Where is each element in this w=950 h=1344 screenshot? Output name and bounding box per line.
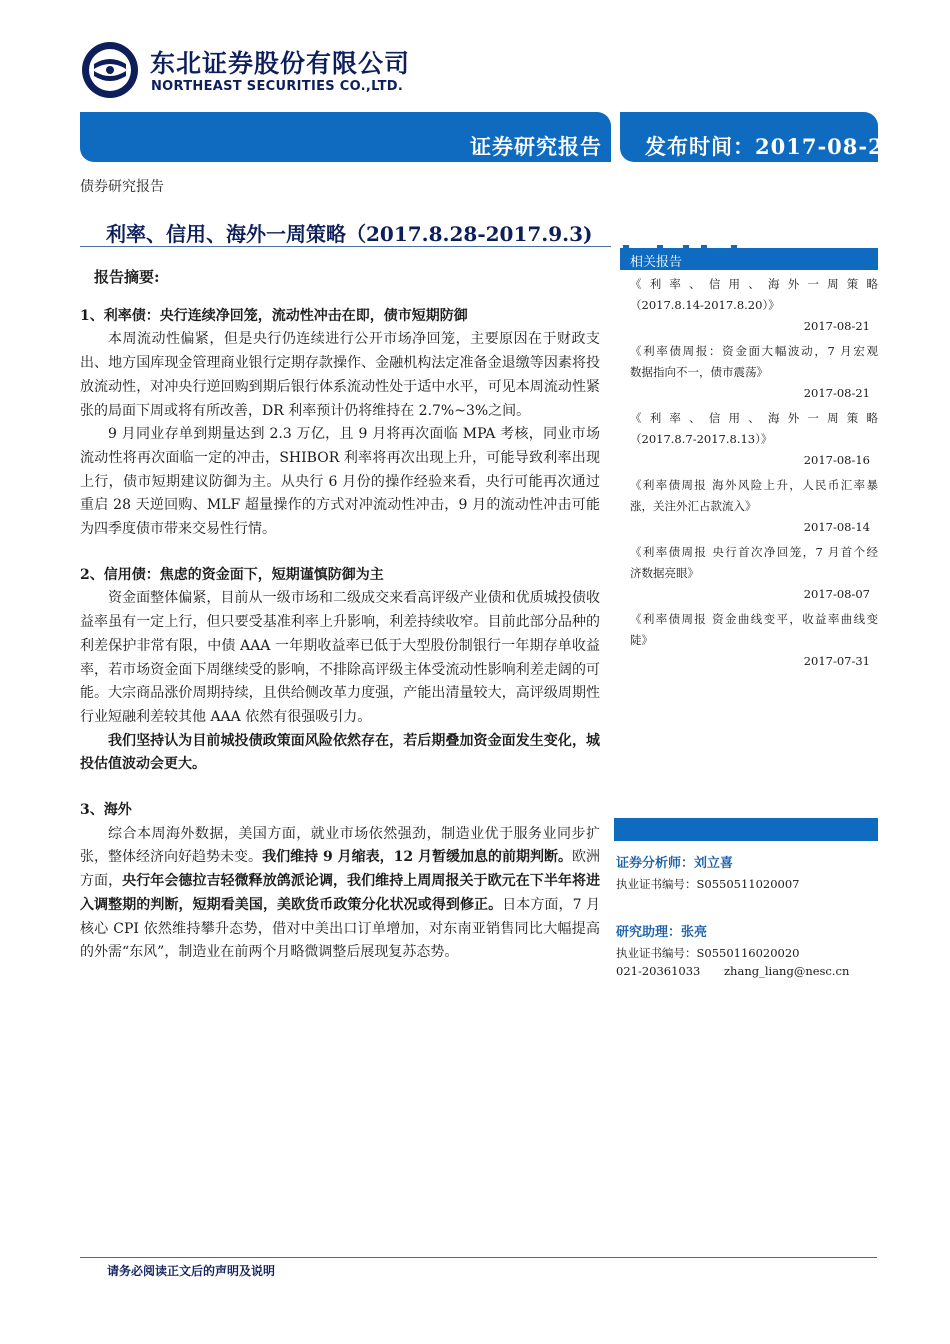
section-1-paragraph-2: 9 月同业存单到期量达到 2.3 万亿，且 9 月将再次面临 MPA 考核，同业市场流动性将再次面临一定的冲击，SHIBOR 利率将再次出现上升，可能导致利率出现上行，债市短期建议防御为主。从央行 6 月份的操作经验来看，央行可能再次通过重启 28 天逆回购、MLF 超量操作的方式对冲流动性冲击，9 月的流动性冲击可能为四季度债市带来交易性行情。: [80, 426, 600, 538]
section-2-heading: 2、信用债：焦虑的资金面下，短期谨慎防御为主: [80, 566, 384, 583]
report-type: 证券研究报告: [470, 134, 602, 159]
related-report-title-cont: 陡》: [630, 633, 653, 647]
related-report-title: 《利率、信用、海外一周策略: [630, 411, 878, 425]
list-item[interactable]: [630, 609, 878, 672]
publish-date: 发布时间：2017-08-28: [645, 134, 900, 159]
company-logo-icon: [80, 40, 140, 100]
report-category: 债券研究报告: [80, 179, 164, 195]
section-3-text-1: 综合本周海外数据，美国方面，就业市场依然强劲，制造业优于服务业同步扩张，整体经济向好趋势未变。: [80, 825, 600, 866]
related-reports-list: [630, 274, 878, 676]
company-name-en: NORTHEAST SECURITIES CO.,LTD.: [151, 79, 404, 94]
list-item[interactable]: [630, 475, 878, 538]
page-title: 利率、信用、海外一周策略（2017.8.28-2017.9.3): [106, 222, 593, 246]
list-item[interactable]: [630, 408, 878, 471]
section-3-heading: 3、海外: [80, 802, 132, 819]
section-2-paragraph-2: [80, 730, 600, 777]
related-report-date: 2017-08-21: [803, 386, 870, 400]
section-3-bold-1: 我们维持 9 月缩表，12 月暂缓加息的前期判断。: [262, 849, 572, 866]
related-report-title-cont: 数据指向不一，债市震荡》: [630, 365, 768, 379]
section-3-bold-2: 央行年会德拉吉轻微释放鸽派论调，我们维持上周周报关于欧元在下半年将进入调整期的判断，短期看美国，美欧货币政策分化状况或得到修正。: [80, 873, 601, 913]
assistant-phone: 021-20361033: [616, 964, 701, 978]
assistant-email[interactable]: zhang_liang@nesc.cn: [724, 964, 850, 978]
related-report-title-cont: 济数据亮眼》: [630, 566, 699, 580]
related-report-date: 2017-07-31: [803, 654, 870, 668]
list-item[interactable]: [630, 542, 878, 605]
related-report-title: 《利率、信用、海外一周策略: [630, 277, 878, 291]
section-2-paragraph-1: 资金面整体偏紧，目前从一级市场和二级成交来看高评级产业债和优质城投债收益率虽有一定上行，但只要受基准利率上升影响，利差持续收窄。目前此部分品种的利差保护非常有限，中债 AAA 一年期收益率已低于大型股份制银行一年期存单收益率，若市场资金面下周继续受的影响，不排除高评级主体受流动性影响利差走阔的可能。大宗商品涨价周期持续，且供给侧改革力度强，产能出清量较大，高评级周期性行业短融利差较其他 AAA 依然有很强吸引力。: [80, 590, 600, 725]
related-report-title: 《利率债周报 海外风险上升，人民币汇率暴: [630, 478, 878, 492]
section-3-text-2: 欧洲方面，: [80, 849, 601, 890]
analyst-cert: 执业证书编号：S0550511020007: [616, 877, 800, 891]
assistant-name: 研究助理：张亮: [616, 925, 708, 940]
sidebar-divider-bar: [614, 818, 878, 841]
related-report-date: 2017-08-14: [803, 520, 870, 534]
report-summary: [80, 266, 600, 965]
footer-disclaimer: 请务必阅读正文后的声明及说明: [107, 1264, 276, 1278]
analyst-name: 证券分析师：刘立喜: [616, 856, 734, 871]
section-2-bold-text: 我们坚持认为目前城投债政策面风险依然存在，若后期叠加资金面发生变化，城投估值波动会更大。: [80, 732, 600, 773]
related-report-title: 《利率债周报 资金曲线变平，收益率曲线变: [630, 612, 878, 626]
related-report-title: 《利率债周报 央行首次净回笼，7 月首个经: [630, 545, 878, 559]
summary-heading: 报告摘要:: [94, 268, 160, 286]
related-report-date: 2017-08-16: [803, 453, 870, 467]
assistant-cert: 执业证书编号：S0550116020020: [616, 946, 800, 960]
related-report-date: 2017-08-21: [803, 319, 870, 333]
list-item[interactable]: [630, 274, 878, 337]
company-name-cn: 东北证券股份有限公司: [150, 49, 411, 78]
section-3-paragraph: [80, 823, 600, 965]
section-3-text-3: 日本方面，7 月核心 CPI 依然维持攀升态势，借对中美出口订单增加，对东南亚销售同比大幅提高的外需“东风”，制造业在前两个月略微调整后展现复苏态势。: [80, 896, 601, 961]
title-divider: [80, 246, 611, 247]
related-report-title-cont: 涨，关注外汇占款流入》: [630, 499, 757, 513]
footer-divider: [80, 1257, 877, 1258]
list-item[interactable]: [630, 341, 878, 404]
section-1-heading: 1、利率债：央行连续净回笼，流动性冲击在即，债市短期防御: [80, 307, 468, 324]
related-report-title-cont: （2017.8.7-2017.8.13）》: [630, 432, 773, 446]
related-report-title-cont: （2017.8.14-2017.8.20）》: [630, 298, 780, 312]
related-reports-label: 相关报告: [630, 255, 683, 270]
section-1-paragraph-1: 本周流动性偏紧，但是央行仍连续进行公开市场净回笼，主要原因在于财政支出、地方国库现金管理商业银行定期存款操作、金融机构法定准备金退缴等因素将投放流动性，对冲央行逆回购到期后银行体系流动性处于适中水平，可见本周流动性紧张的局面下周或将有所改善，DR 利率预计仍将维持在 2.7%~3%之间。: [80, 331, 600, 419]
related-report-title: 《利率债周报：资金面大幅波动，7 月宏观: [630, 344, 878, 358]
related-report-date: 2017-08-07: [803, 587, 870, 601]
